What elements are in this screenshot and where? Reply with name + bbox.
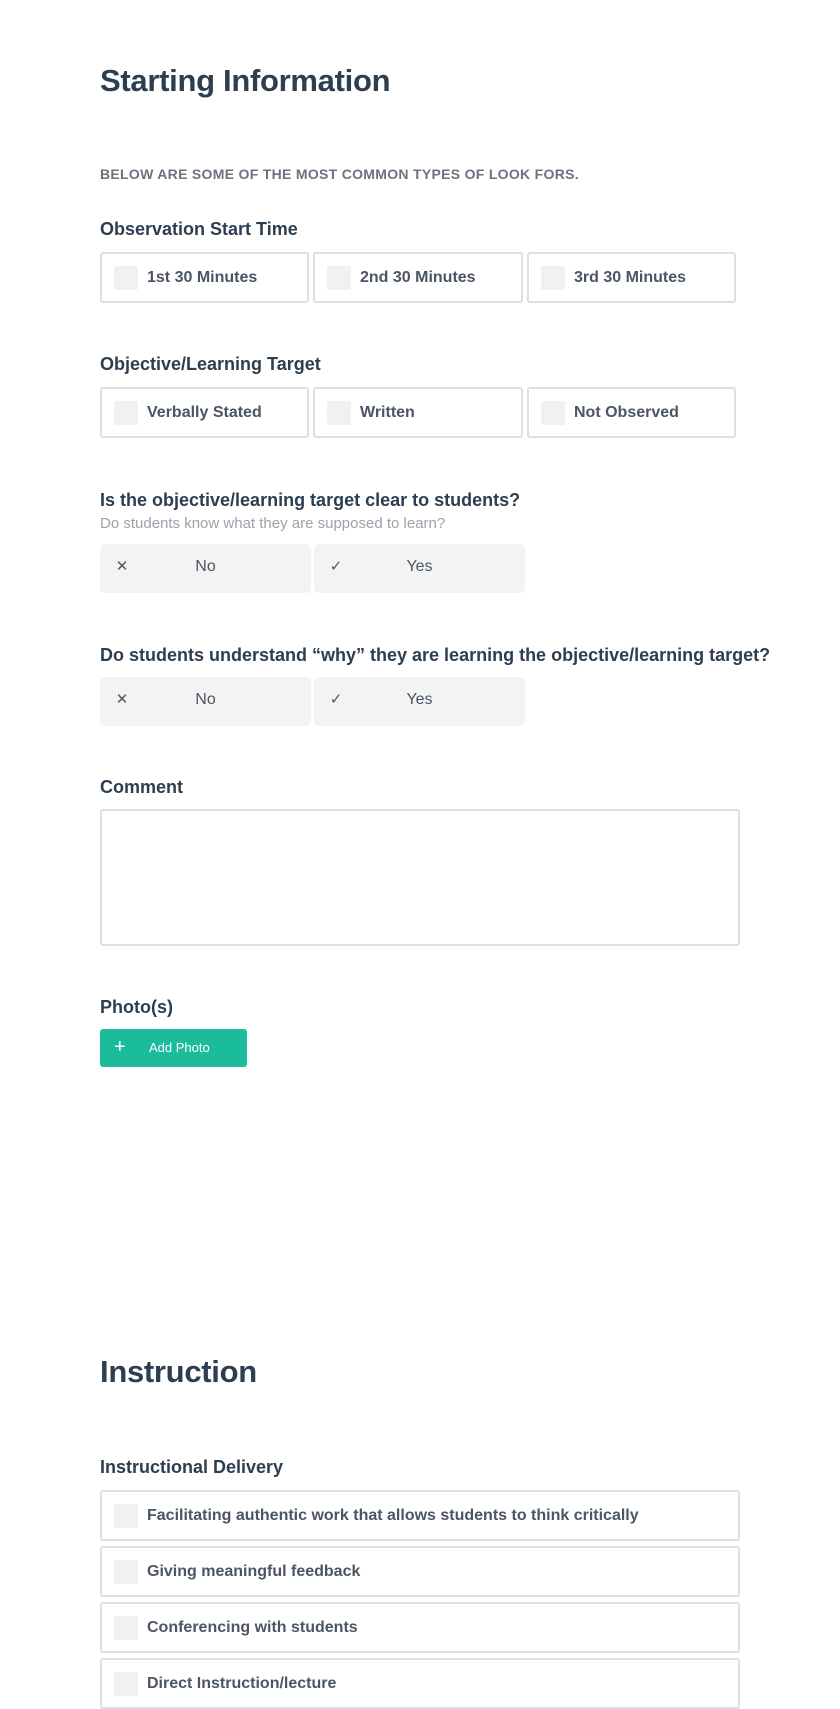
button-label: Add Photo xyxy=(149,1040,210,1055)
intro-text: BELOW ARE SOME OF THE MOST COMMON TYPES OF LOOK FORS. xyxy=(100,166,579,182)
comment-textarea[interactable] xyxy=(100,809,740,946)
x-icon: ✕ xyxy=(115,691,129,708)
option-conferencing-with-students[interactable] xyxy=(100,1602,740,1653)
clear-no-button[interactable] xyxy=(100,544,311,593)
checkbox xyxy=(114,401,138,425)
option-2nd-30-minutes[interactable] xyxy=(313,252,523,303)
checkbox xyxy=(327,266,351,290)
option-not-observed[interactable] xyxy=(527,387,736,438)
checkbox xyxy=(114,1504,138,1528)
option-label: 3rd 30 Minutes xyxy=(574,268,687,286)
checkbox xyxy=(114,1560,138,1584)
button-label: Yes xyxy=(406,558,433,575)
section-title-instruction: Instruction xyxy=(100,1354,257,1389)
option-label: Verbally Stated xyxy=(147,403,262,421)
checkbox xyxy=(541,401,565,425)
option-label: Written xyxy=(360,403,415,421)
option-label: Conferencing with students xyxy=(147,1618,358,1636)
button-label: No xyxy=(195,558,216,575)
check-icon: ✓ xyxy=(329,558,343,575)
checkbox xyxy=(327,401,351,425)
option-meaningful-feedback[interactable] xyxy=(100,1546,740,1597)
clear-question-label: Is the objective/learning target clear to students? xyxy=(100,490,521,510)
option-label: 1st 30 Minutes xyxy=(147,268,258,286)
photos-label: Photo(s) xyxy=(100,997,173,1017)
button-label: No xyxy=(195,691,216,708)
instructional-delivery-label: Instructional Delivery xyxy=(100,1457,284,1477)
button-label: Yes xyxy=(406,691,433,708)
option-label: Direct Instruction/lecture xyxy=(147,1674,337,1692)
option-verbally-stated[interactable] xyxy=(100,387,309,438)
why-question-label: Do students understand “why” they are learning the objective/learning target? xyxy=(100,645,771,665)
option-label: Giving meaningful feedback xyxy=(147,1562,361,1580)
x-icon: ✕ xyxy=(115,558,129,575)
option-1st-30-minutes[interactable] xyxy=(100,252,309,303)
check-icon: ✓ xyxy=(329,691,343,708)
checkbox xyxy=(541,266,565,290)
clear-question-hint: Do students know what they are supposed to learn? xyxy=(100,515,446,532)
comment-label: Comment xyxy=(100,777,184,797)
checkbox xyxy=(114,1672,138,1696)
option-direct-instruction[interactable] xyxy=(100,1658,740,1709)
option-label: Facilitating authentic work that allows students to think critically xyxy=(147,1506,639,1524)
section-title-starting: Starting Information xyxy=(100,63,391,98)
option-facilitating-authentic-work[interactable] xyxy=(100,1490,740,1541)
checkbox xyxy=(114,266,138,290)
plus-icon: + xyxy=(114,1036,126,1058)
option-written[interactable] xyxy=(313,387,523,438)
clear-yes-button[interactable] xyxy=(314,544,525,593)
why-yes-button[interactable] xyxy=(314,677,525,726)
why-no-button[interactable] xyxy=(100,677,311,726)
option-label: 2nd 30 Minutes xyxy=(360,268,476,286)
option-label: Not Observed xyxy=(574,403,679,421)
option-3rd-30-minutes[interactable] xyxy=(527,252,736,303)
checkbox xyxy=(114,1616,138,1640)
start-time-label: Observation Start Time xyxy=(100,219,298,239)
add-photo-button[interactable] xyxy=(100,1029,247,1067)
objective-label: Objective/Learning Target xyxy=(100,354,321,374)
